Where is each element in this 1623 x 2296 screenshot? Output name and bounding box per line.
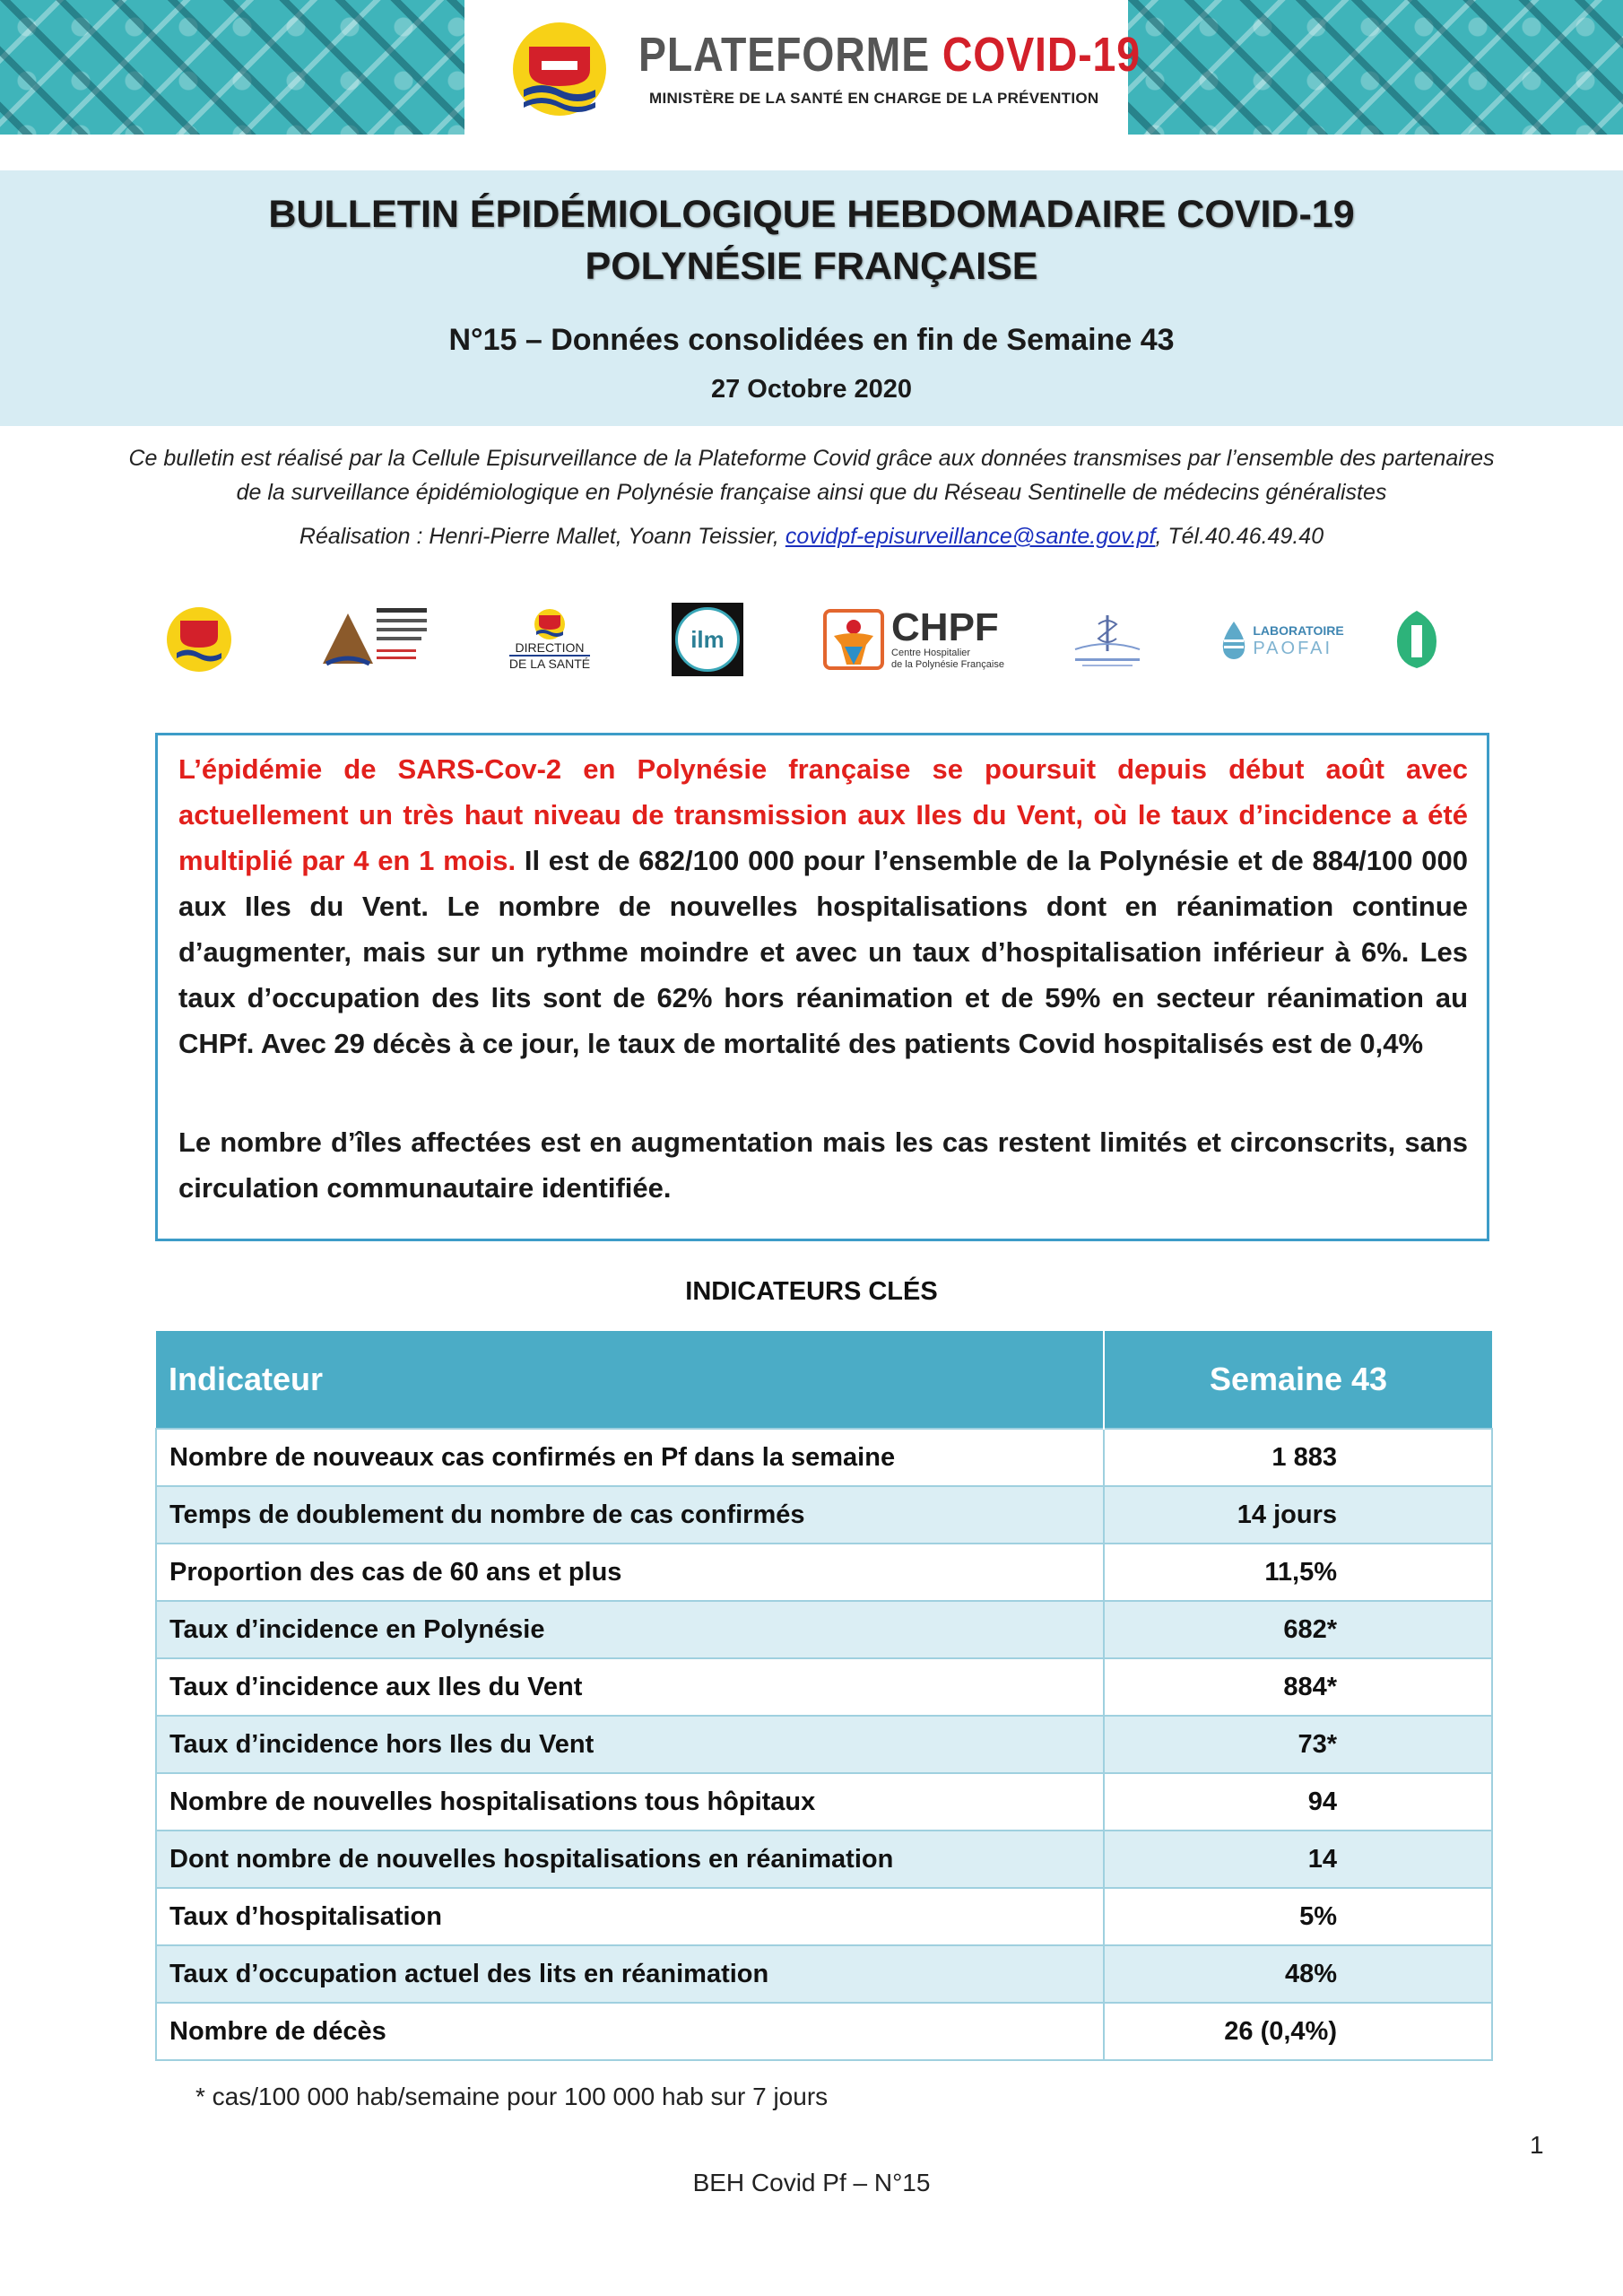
indicator-value: 1 883 (1104, 1429, 1492, 1486)
header-banner (0, 0, 1623, 135)
arass-agency-logo (316, 599, 432, 680)
summary-paragraph-2: Le nombre d’îles affectées est en augmentation mais les cas restent limités et circonscrits, sans circulation communautaire identifiée. (178, 1126, 1468, 1204)
polynesian-pattern-right (1128, 0, 1623, 135)
summary-highlight: L’épidémie de SARS-Cov-2 en Polynésie française se poursuit depuis début août avec actuellement un très haut niveau de transmission aux Iles du Vent, où le taux d’incidence a été multiplié par 4 en 1 mois. (178, 753, 1468, 876)
labo-label-2: PAOFAI (1253, 639, 1333, 658)
credits-suffix: , Tél.40.46.49.40 (1155, 524, 1324, 549)
bulletin-region: POLYNÉSIE FRANÇAISE (585, 245, 1038, 288)
table-footnote: * cas/100 000 hab/semaine pour 100 000 hab sur 7 jours (195, 2083, 829, 2110)
indicator-label: Proportion des cas de 60 ans et plus (156, 1544, 1104, 1601)
column-header-week: Semaine 43 (1104, 1331, 1492, 1429)
bulletin-title: BULLETIN ÉPIDÉMIOLOGIQUE HEBDOMADAIRE COVID-19 (268, 193, 1355, 236)
table-row (156, 1544, 1492, 1601)
polynesia-emblem-logo (502, 20, 617, 118)
page-footer: BEH Covid Pf – N°15 (692, 2169, 931, 2196)
table-row (156, 1773, 1492, 1831)
partner-logos (152, 599, 1471, 680)
ministry-subtitle: MINISTÈRE DE LA SANTÉ EN CHARGE DE LA PRÉVENTION (649, 90, 1099, 107)
direction-sante-label-1: DIRECTION (515, 640, 585, 655)
indicators-title: INDICATEURS CLÉS (685, 1277, 938, 1306)
polynesian-pattern-left (0, 0, 464, 135)
summary-box (155, 733, 1489, 1241)
indicator-label: Taux d’incidence hors Iles du Vent (156, 1716, 1104, 1773)
chpf-subtitle-2: de la Polynésie Française (891, 659, 1004, 670)
direction-sante-label-2: DE LA SANTÉ (508, 657, 591, 671)
indicator-label: Nombre de nouveaux cas confirmés en Pf dans la semaine (156, 1429, 1104, 1486)
column-header-indicator: Indicateur (156, 1331, 1104, 1429)
platform-title-prefix: PLATEFORME (638, 28, 931, 82)
indicator-label: Nombre de décès (156, 2003, 1104, 2060)
table-header-row (156, 1331, 1492, 1429)
credits-line (117, 524, 1506, 550)
contact-email-link[interactable]: covidpf-episurveillance@sante.gov.pf (785, 524, 1156, 549)
ilm-label: ilm (675, 607, 740, 672)
indicator-value: 682* (1104, 1601, 1492, 1658)
table-row (156, 1486, 1492, 1544)
credits-prefix: Réalisation : Henri-Pierre Mallet, Yoann Teissier, (299, 524, 785, 549)
bulletin-number: N°15 – Données consolidées en fin de Semaine 43 (448, 323, 1175, 357)
indicator-label: Taux d’occupation actuel des lits en réanimation (156, 1945, 1104, 2003)
bulletin-title-block (0, 170, 1623, 426)
table-row (156, 2003, 1492, 2060)
table-row (156, 1658, 1492, 1716)
indicator-value: 11,5% (1104, 1544, 1492, 1601)
page-number: 1 (1530, 2131, 1544, 2159)
laboratoire-paofai-logo (1211, 599, 1354, 680)
platform-title-highlight: COVID-19 (942, 28, 1141, 82)
ilm-institute-logo (671, 599, 744, 680)
indicator-label: Taux d’hospitalisation (156, 1888, 1104, 1945)
chpf-hospital-logo (820, 599, 1008, 680)
indicator-value: 48% (1104, 1945, 1492, 2003)
table-row (156, 1429, 1492, 1486)
green-partner-logo (1390, 599, 1444, 680)
indicator-label: Taux d’incidence en Polynésie (156, 1601, 1104, 1658)
indicator-label: Taux d’incidence aux Iles du Vent (156, 1658, 1104, 1716)
table-row (156, 1601, 1492, 1658)
summary-body: Il est de 682/100 000 pour l’ensemble de la Polynésie et de 884/100 000 aux Iles du Vent. Le nombre de nouvelles hospitalisations dont en réanimation continue d’augmenter, mais sur un rythme moindre et avec un taux d’hospitalisation inférieur à 6%. Les taux d’occupation des lits sont de 62% hors réanimation et de 59% en secteur réanimation au CHPf. Avec 29 décès à ce jour, le taux de mortalité des patients Covid hospitalisés est de 0,4% (178, 845, 1468, 1059)
indicator-value: 26 (0,4%) (1104, 2003, 1492, 2060)
indicator-value: 73* (1104, 1716, 1492, 1773)
platform-title (638, 27, 1141, 83)
indicator-label: Dont nombre de nouvelles hospitalisations en réanimation (156, 1831, 1104, 1888)
chpf-subtitle-1: Centre Hospitalier (891, 648, 971, 658)
indicator-value: 14 (1104, 1831, 1492, 1888)
summary-paragraph-1 (178, 746, 1468, 1066)
table-row (156, 1716, 1492, 1773)
chpf-figure-icon (823, 607, 884, 672)
indicator-value: 14 jours (1104, 1486, 1492, 1544)
indicator-label: Temps de doublement du nombre de cas confirmés (156, 1486, 1104, 1544)
indicators-table (155, 1331, 1493, 2061)
intro-text: Ce bulletin est réalisé par la Cellule Episurveillance de la Plateforme Covid grâce aux données transmises par l’ensemble des partenaires de la surveillance épidémiologique en Polynésie française ainsi que du Réseau Sentinelle de médecins généralistes (128, 446, 1495, 505)
indicator-label: Nombre de nouvelles hospitalisations tous hôpitaux (156, 1773, 1104, 1831)
chpf-title: CHPF (891, 605, 999, 649)
medical-order-logo (1058, 599, 1157, 680)
direction-sante-logo (500, 599, 599, 680)
drop-icon (1220, 620, 1247, 659)
table-row (156, 1831, 1492, 1888)
polynesia-emblem-small-logo (163, 599, 235, 680)
indicator-value: 94 (1104, 1773, 1492, 1831)
indicator-value: 5% (1104, 1888, 1492, 1945)
bulletin-date: 27 Octobre 2020 (710, 375, 913, 404)
table-row (156, 1888, 1492, 1945)
indicator-value: 884* (1104, 1658, 1492, 1716)
table-row (156, 1945, 1492, 2003)
labo-label-1: LABORATOIRE (1253, 623, 1344, 638)
